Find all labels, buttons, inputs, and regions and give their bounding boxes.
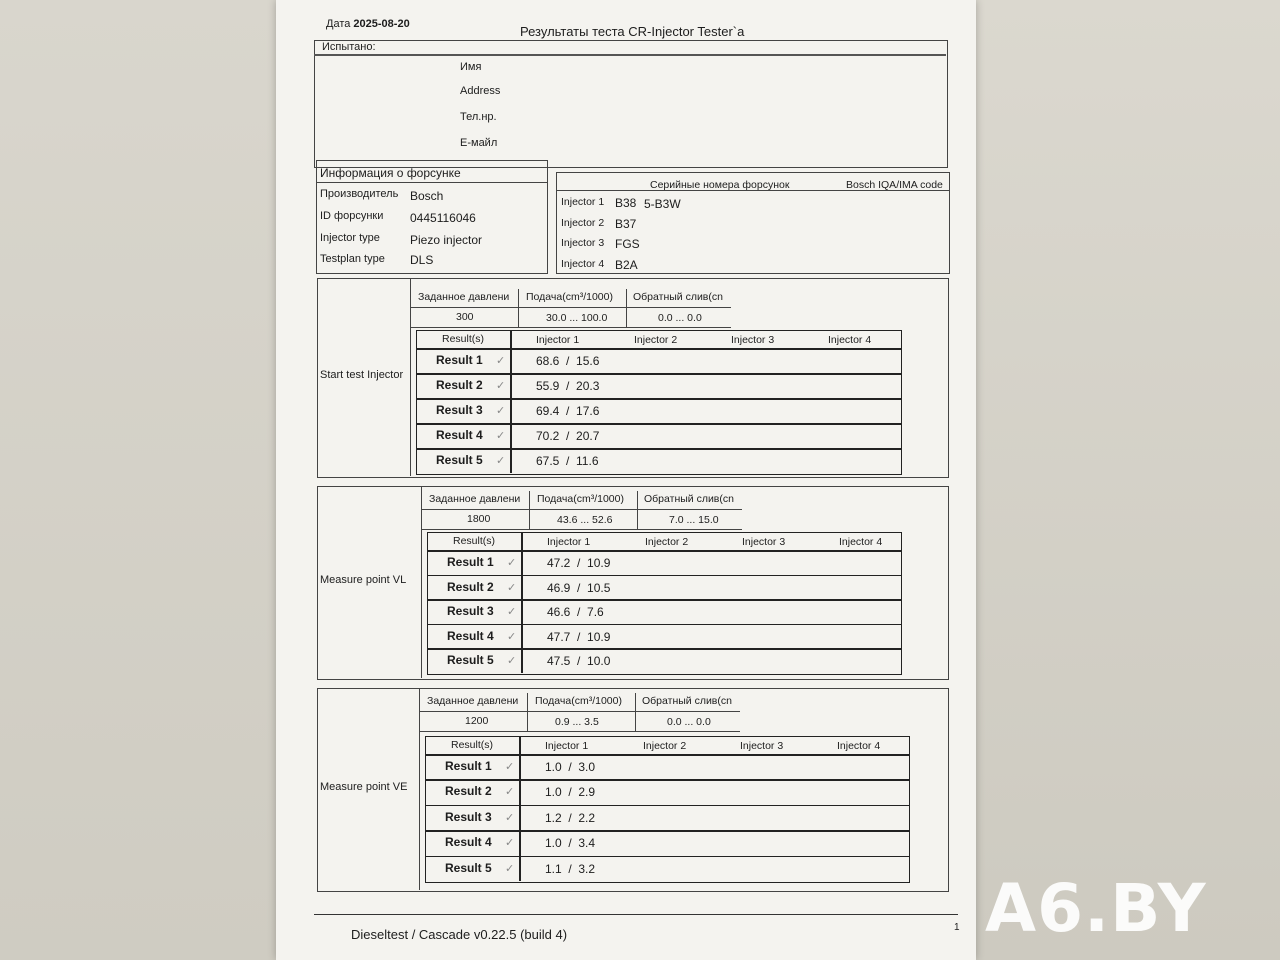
delivery-range: 43.6 ... 52.6 <box>557 514 613 526</box>
check-mark-icon: ✓ <box>507 630 517 643</box>
section-label-divider <box>419 688 420 890</box>
pressure-header: Заданное давлени <box>418 291 510 303</box>
serial-injector-4-value: B2A <box>615 258 638 272</box>
pressure-value: 1800 <box>467 513 491 525</box>
injector-2-header: Injector 2 <box>645 536 689 548</box>
results-row-rule <box>416 398 902 400</box>
date-label: Дата <box>326 18 351 30</box>
customer-email-label: E-майл <box>460 137 498 149</box>
injector-info-rule <box>316 182 548 183</box>
check-mark-icon: ✓ <box>507 557 517 569</box>
result-injector-1-value: 55.9 / 20.3 <box>536 379 600 393</box>
serial-injector-1-label: Injector 1 <box>561 196 605 208</box>
delivery-header: Подача(cm³/1000) <box>526 291 613 303</box>
result-label: Result 3 <box>445 809 492 824</box>
injector-type-value: Piezo injector <box>410 233 483 247</box>
injector-type-label: Injector type <box>320 232 380 244</box>
result-injector-1-value: 69.4 / 17.6 <box>536 404 600 418</box>
results-row-rule <box>425 856 910 858</box>
parameter-bottom-rule <box>420 731 740 732</box>
result-label: Result 4 <box>445 835 492 850</box>
check-mark-icon: ✓ <box>507 606 517 619</box>
result-label: Result 5 <box>447 653 494 668</box>
result-label: Result 2 <box>436 378 483 392</box>
pressure-header: Заданное давлени <box>427 695 519 707</box>
result-injector-1-value: 1.0 / 2.9 <box>545 785 596 800</box>
injector-3-header: Injector 3 <box>742 536 786 548</box>
parameter-divider-2 <box>635 693 636 731</box>
results-row-rule <box>425 779 910 781</box>
pressure-value: 1200 <box>465 715 489 727</box>
customer-phone-label: Тел.нр. <box>460 111 497 123</box>
return-header: Обратный слив(cn <box>633 291 723 303</box>
results-row-rule <box>425 805 910 807</box>
check-mark-icon: ✓ <box>505 761 515 773</box>
background-right <box>960 0 1280 960</box>
injector-id-value: 0445116046 <box>410 211 476 225</box>
serial-injector-4-label: Injector 4 <box>561 258 605 270</box>
result-injector-1-value: 46.9 / 10.5 <box>547 580 611 595</box>
check-mark-icon: ✓ <box>505 862 515 875</box>
result-label: Result 5 <box>436 453 483 467</box>
results-header: Result(s) <box>453 535 496 547</box>
report-date <box>326 18 410 30</box>
check-mark-icon: ✓ <box>507 655 517 668</box>
manufacturer-value: Bosch <box>410 189 444 203</box>
results-row-rule <box>425 830 910 832</box>
parameter-divider-2 <box>626 289 627 327</box>
delivery-header: Подача(cm³/1000) <box>535 695 622 707</box>
result-injector-1-value: 1.0 / 3.4 <box>545 836 596 851</box>
results-row-rule <box>427 624 902 626</box>
check-mark-icon: ✓ <box>505 811 515 824</box>
return-range: 0.0 ... 0.0 <box>658 312 702 324</box>
results-row-rule <box>427 648 902 650</box>
date-value: 2025-08-20 <box>353 18 410 30</box>
result-injector-1-value: 68.6 / 15.6 <box>536 354 600 368</box>
injector-info-title: Информация о форсунке <box>320 166 461 180</box>
injector-2-header: Injector 2 <box>634 334 678 346</box>
results-label-divider <box>519 736 521 881</box>
serial-injector-3-label: Injector 3 <box>561 237 605 249</box>
footer-rule <box>314 914 958 915</box>
results-row-rule <box>425 754 910 756</box>
pressure-value: 300 <box>456 311 474 323</box>
result-label: Result 4 <box>447 628 494 643</box>
result-injector-1-value: 46.6 / 7.6 <box>547 605 604 620</box>
iqa-code-title: Bosch IQA/IMA code <box>846 179 943 191</box>
background-left <box>0 0 290 960</box>
result-label: Result 1 <box>447 555 494 569</box>
customer-box <box>314 40 948 168</box>
return-range: 7.0 ... 15.0 <box>669 514 719 526</box>
check-mark-icon: ✓ <box>505 786 515 799</box>
results-grid <box>416 330 902 475</box>
manufacturer-label: Производитель <box>320 188 399 200</box>
result-injector-1-value: 70.2 / 20.7 <box>536 429 600 443</box>
testplan-type-label: Testplan type <box>320 253 385 265</box>
footer-software-version: Dieseltest / Cascade v0.22.5 (build 4) <box>351 927 568 942</box>
results-row-rule <box>416 373 902 375</box>
parameter-divider-1 <box>518 289 519 327</box>
parameter-bottom-rule <box>422 529 742 530</box>
return-header: Обратный слив(cn <box>644 493 734 505</box>
result-injector-1-value: 67.5 / 11.6 <box>536 454 599 468</box>
serial-numbers-title: Серийные номера форсунок <box>650 179 790 191</box>
parameter-divider-1 <box>527 693 528 731</box>
customer-header-rule <box>314 54 946 56</box>
injector-4-header: Injector 4 <box>828 334 872 346</box>
results-row-rule <box>427 550 902 552</box>
test-report-sheet <box>276 0 976 960</box>
parameter-header-rule <box>411 307 731 308</box>
result-label: Result 2 <box>445 784 492 799</box>
parameter-divider-2 <box>637 491 638 529</box>
results-row-rule <box>427 575 902 577</box>
page-number: 1 <box>954 922 960 933</box>
result-label: Result 5 <box>445 860 492 875</box>
serial-injector-1-code: 5-B3W <box>644 197 681 211</box>
result-injector-1-value: 47.5 / 10.0 <box>547 654 611 669</box>
tested-label: Испытано: <box>322 41 376 53</box>
results-header: Result(s) <box>451 739 494 751</box>
serial-injector-1-value: B38 <box>615 196 637 210</box>
injector-1-header: Injector 1 <box>536 334 580 346</box>
result-injector-1-value: 47.7 / 10.9 <box>547 629 611 644</box>
results-row-rule <box>416 423 902 425</box>
results-row-rule <box>427 599 902 601</box>
result-label: Result 2 <box>447 579 494 594</box>
parameter-bottom-rule <box>411 327 731 328</box>
check-mark-icon: ✓ <box>507 581 517 594</box>
check-mark-icon: ✓ <box>496 380 506 392</box>
section-name: Measure point VL <box>320 574 407 586</box>
check-mark-icon: ✓ <box>496 405 506 417</box>
parameter-header-rule <box>422 509 742 510</box>
return-header: Обратный слив(cn <box>642 695 732 707</box>
result-label: Result 1 <box>445 759 492 773</box>
result-injector-1-value: 1.2 / 2.2 <box>545 810 596 825</box>
results-row-rule <box>416 348 902 350</box>
serial-injector-3-value: FGS <box>615 237 640 251</box>
injector-3-header: Injector 3 <box>740 740 784 752</box>
result-injector-1-value: 1.0 / 3.0 <box>545 760 596 774</box>
injector-2-header: Injector 2 <box>643 740 687 752</box>
return-range: 0.0 ... 0.0 <box>667 716 711 728</box>
check-mark-icon: ✓ <box>505 837 515 850</box>
injector-3-header: Injector 3 <box>731 334 775 346</box>
delivery-header: Подача(cm³/1000) <box>537 493 624 505</box>
result-injector-1-value: 47.2 / 10.9 <box>547 556 611 570</box>
injector-1-header: Injector 1 <box>547 536 591 548</box>
section-label-divider <box>421 486 422 678</box>
results-grid <box>425 736 910 883</box>
parameter-divider-1 <box>529 491 530 529</box>
result-label: Result 1 <box>436 353 483 367</box>
results-label-divider <box>510 330 512 473</box>
delivery-range: 30.0 ... 100.0 <box>546 312 608 324</box>
result-label: Result 3 <box>436 403 483 417</box>
results-label-divider <box>521 532 523 673</box>
pressure-header: Заданное давлени <box>429 493 521 505</box>
result-label: Result 4 <box>436 428 483 442</box>
check-mark-icon: ✓ <box>496 355 506 367</box>
serial-injector-2-label: Injector 2 <box>561 217 605 229</box>
result-label: Result 3 <box>447 604 494 619</box>
watermark-logo: A6.BY <box>985 870 1207 947</box>
report-title: Результаты теста CR-Injector Tester`a <box>520 24 745 39</box>
results-grid <box>427 532 902 675</box>
check-mark-icon: ✓ <box>496 455 506 467</box>
results-row-rule <box>416 448 902 450</box>
results-header: Result(s) <box>442 333 485 345</box>
section-name: Start test Injector <box>320 369 404 381</box>
serial-injector-2-value: B37 <box>615 217 637 231</box>
customer-address-label: Address <box>460 85 501 97</box>
injector-4-header: Injector 4 <box>839 536 883 548</box>
testplan-type-value: DLS <box>410 253 434 267</box>
injector-id-label: ID форсунки <box>320 210 384 222</box>
delivery-range: 0.9 ... 3.5 <box>555 716 599 728</box>
parameter-header-rule <box>420 711 740 712</box>
check-mark-icon: ✓ <box>496 430 506 442</box>
customer-name-label: Имя <box>460 61 482 73</box>
injector-1-header: Injector 1 <box>545 740 589 752</box>
section-name: Measure point VE <box>320 781 408 793</box>
result-injector-1-value: 1.1 / 3.2 <box>545 861 596 876</box>
injector-4-header: Injector 4 <box>837 740 881 752</box>
